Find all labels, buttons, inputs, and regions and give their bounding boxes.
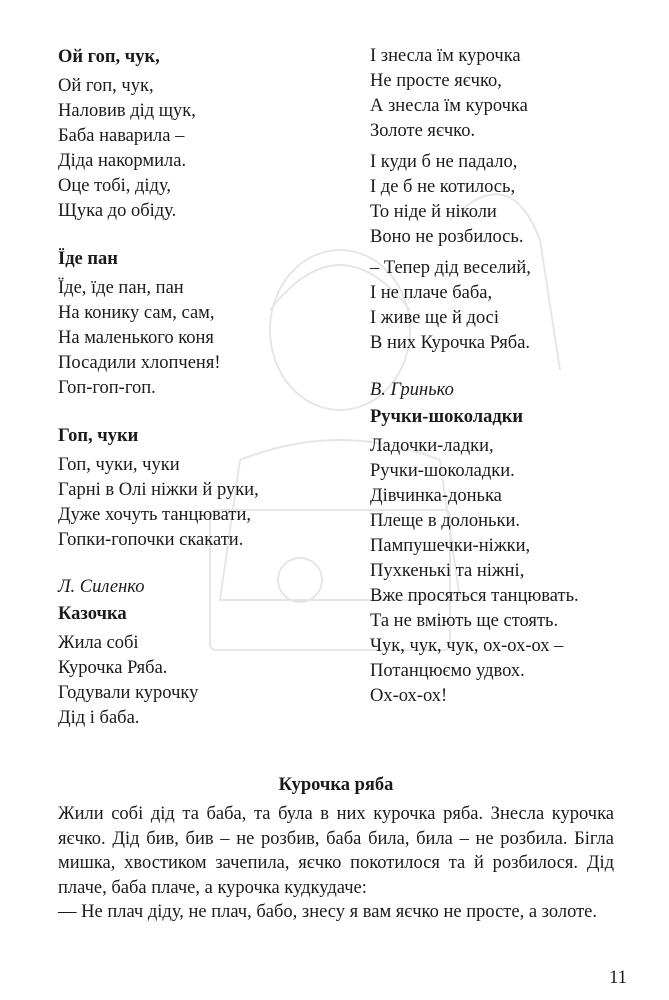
verse-line: На маленького коня: [58, 328, 214, 348]
verse-line: Жила собі: [58, 633, 139, 653]
right-column: [370, 44, 650, 731]
poem: [58, 575, 348, 731]
verse-line: Гарні в Олі ніжки й руки,: [58, 480, 259, 500]
verse-line: Щука до обіду.: [58, 201, 177, 221]
stanza: [58, 276, 348, 401]
story-section: [58, 772, 614, 925]
poem-author: Л. Силенко: [58, 577, 145, 597]
stanza: [370, 256, 650, 356]
verse-line: Пухкенькі та ніжні,: [370, 561, 525, 581]
poem: [370, 378, 650, 709]
poem-title: Казочка: [58, 604, 127, 624]
stanza: [370, 44, 650, 144]
verse-line: І знесла їм курочка: [370, 46, 521, 66]
verse-line: Дід і баба.: [58, 708, 140, 728]
stanza: [370, 150, 650, 250]
verse-line: І живе ще й досі: [370, 308, 500, 328]
stanza: [58, 453, 348, 553]
story-paragraph: — Не плач діду, не плач, бабо, знесу я вам яєчко не просте, а золоте.: [58, 902, 598, 922]
poem: [58, 423, 348, 553]
verse-line: Вже просяться танцювать.: [370, 586, 579, 606]
poem: [370, 44, 650, 356]
verse-line: Не просте яєчко,: [370, 71, 502, 91]
verse-line: – Тепер дід веселий,: [370, 258, 531, 278]
verse-line: Чук, чук, чук, ох-ох-ох –: [370, 636, 564, 656]
verse-line: Ручки-шоколадки.: [370, 461, 515, 481]
verse-line: А знесла їм курочка: [370, 96, 528, 116]
verse-line: Гопки-гопочки скакати.: [58, 530, 244, 550]
verse-line: То ніде й ніколи: [370, 202, 497, 222]
poem: [58, 44, 348, 224]
verse-line: Та не вміють ще стоять.: [370, 611, 559, 631]
stanza: [58, 74, 348, 224]
verse-line: Ох-ох-ох!: [370, 686, 448, 706]
verse-line: Гоп, чуки, чуки: [58, 455, 180, 475]
story-title: Курочка ряба: [278, 775, 394, 795]
verse-line: Ладочки-ладки,: [370, 436, 494, 456]
verse-line: Пампушечки-ніжки,: [370, 536, 531, 556]
verse-line: І де б не котилось,: [370, 177, 516, 197]
story-paragraph: Жили собі дід та баба, та була в них курочка ряба. Знесла курочка яєчко. Дід бив, бив – не розбив, баба била, била – не розбила. Бігла мишка, хвостиком зачепила, яєчко покотилося та й розбилося. Дід плаче, баба плаче, а курочка кудкудаче:: [58, 804, 614, 898]
stanza: [58, 631, 348, 731]
poem-title: Ручки-шоколадки: [370, 407, 524, 427]
verse-line: Наловив дід щук,: [58, 101, 196, 121]
poem: [58, 246, 348, 401]
verse-line: Золоте яєчко.: [370, 121, 476, 141]
verse-line: Діда накормила.: [58, 151, 187, 171]
poem-author: В. Гринько: [370, 380, 454, 400]
verse-line: Годували курочку: [58, 683, 199, 703]
verse-line: Ой гоп, чук,: [58, 76, 154, 96]
verse-line: На конику сам, сам,: [58, 303, 215, 323]
verse-line: Потанцюємо удвох.: [370, 661, 525, 681]
poem-title: Ой гоп, чук,: [58, 47, 160, 67]
verse-line: І куди б не падало,: [370, 152, 518, 172]
verse-line: Гоп-гоп-гоп.: [58, 378, 156, 398]
verse-line: Їде, їде пан, пан: [58, 278, 184, 298]
verse-line: Оце тобі, діду,: [58, 176, 171, 196]
verse-line: Дуже хочуть танцювати,: [58, 505, 251, 525]
verse-line: Плеще в долоньки.: [370, 511, 520, 531]
stanza: [370, 434, 650, 709]
verse-line: Воно не розбилось.: [370, 227, 524, 247]
verse-line: Курочка Ряба.: [58, 658, 168, 678]
poem-title: Гоп, чуки: [58, 426, 139, 446]
verse-line: Дівчинка-донька: [370, 486, 502, 506]
verse-line: Посадили хлопченя!: [58, 353, 221, 373]
poem-title: Їде пан: [58, 249, 118, 269]
verse-line: І не плаче баба,: [370, 283, 493, 303]
verse-line: В них Курочка Ряба.: [370, 333, 531, 353]
left-column: [58, 44, 348, 753]
verse-line: Баба наварила –: [58, 126, 185, 146]
page-number: 11: [609, 968, 627, 988]
